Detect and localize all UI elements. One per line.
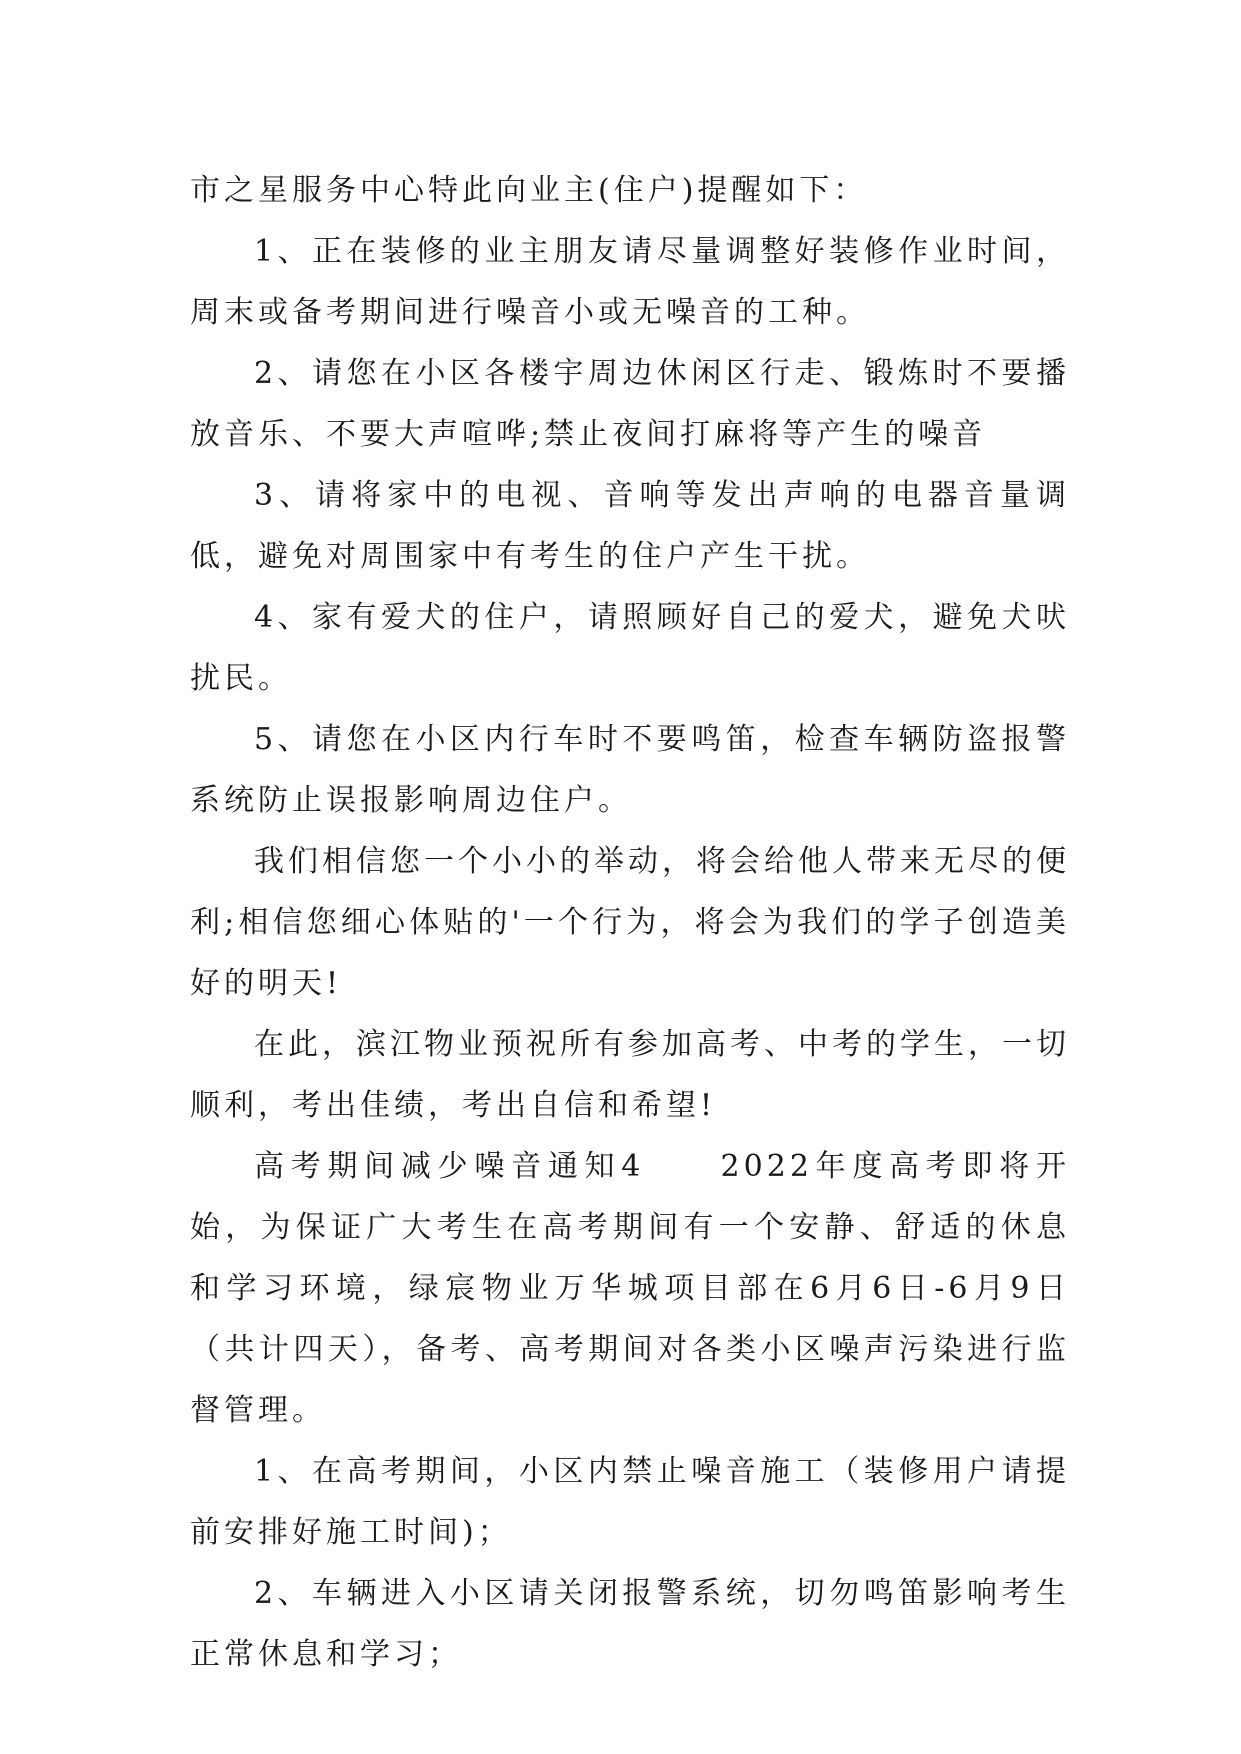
paragraph-item-3: 3、请将家中的电视、音响等发出声响的电器音量调低，避免对周围家中有考生的住户产生干扰。: [190, 478, 1070, 574]
paragraph-item-2: 2、请您在小区各楼宇周边休闲区行走、锻炼时不要播放音乐、不要大声喧哗;禁止夜间打麻将等产生的噪音: [190, 356, 1070, 452]
paragraph-item-1: 1、正在装修的业主朋友请尽量调整好装修作业时间，周末或备考期间进行噪音小或无噪音的工种。: [190, 234, 1070, 330]
paragraph-item-5: 5、请您在小区内行车时不要鸣笛，检查车辆防盗报警系统防止误报影响周边住户。: [190, 722, 1070, 818]
paragraph-intro: 市之星服务中心特此向业主(住户)提醒如下：: [190, 173, 868, 208]
paragraph-notice-4-item-2: 2、车辆进入小区请关闭报警系统，切勿鸣笛影响考生正常休息和学习；: [190, 1576, 1070, 1672]
paragraph-notice-4-item-1: 1、在高考期间，小区内禁止噪音施工（装修用户请提前安排好施工时间)；: [190, 1454, 1070, 1550]
document-body: [190, 160, 1070, 1685]
paragraph-item-4: 4、家有爱犬的住户，请照顾好自己的爱犬，避免犬吠扰民。: [190, 600, 1070, 696]
paragraph-closing: 我们相信您一个小小的举动，将会给他人带来无尽的便利;相信您细心体贴的'一个行为，将会为我们的学子创造美好的明天!: [190, 844, 1070, 1001]
paragraph-notice-4: 高考期间减少噪音通知4 2022年度高考即将开始，为保证广大考生在高考期间有一个安静、舒适的休息和学习环境，绿宸物业万华城项目部在6月6日-6月9日（共计四天），备考、高考期间对各类小区噪声污染进行监督管理。: [190, 1149, 1070, 1428]
paragraph-wishes: 在此，滨江物业预祝所有参加高考、中考的学生，一切顺利，考出佳绩，考出自信和希望!: [190, 1027, 1070, 1123]
